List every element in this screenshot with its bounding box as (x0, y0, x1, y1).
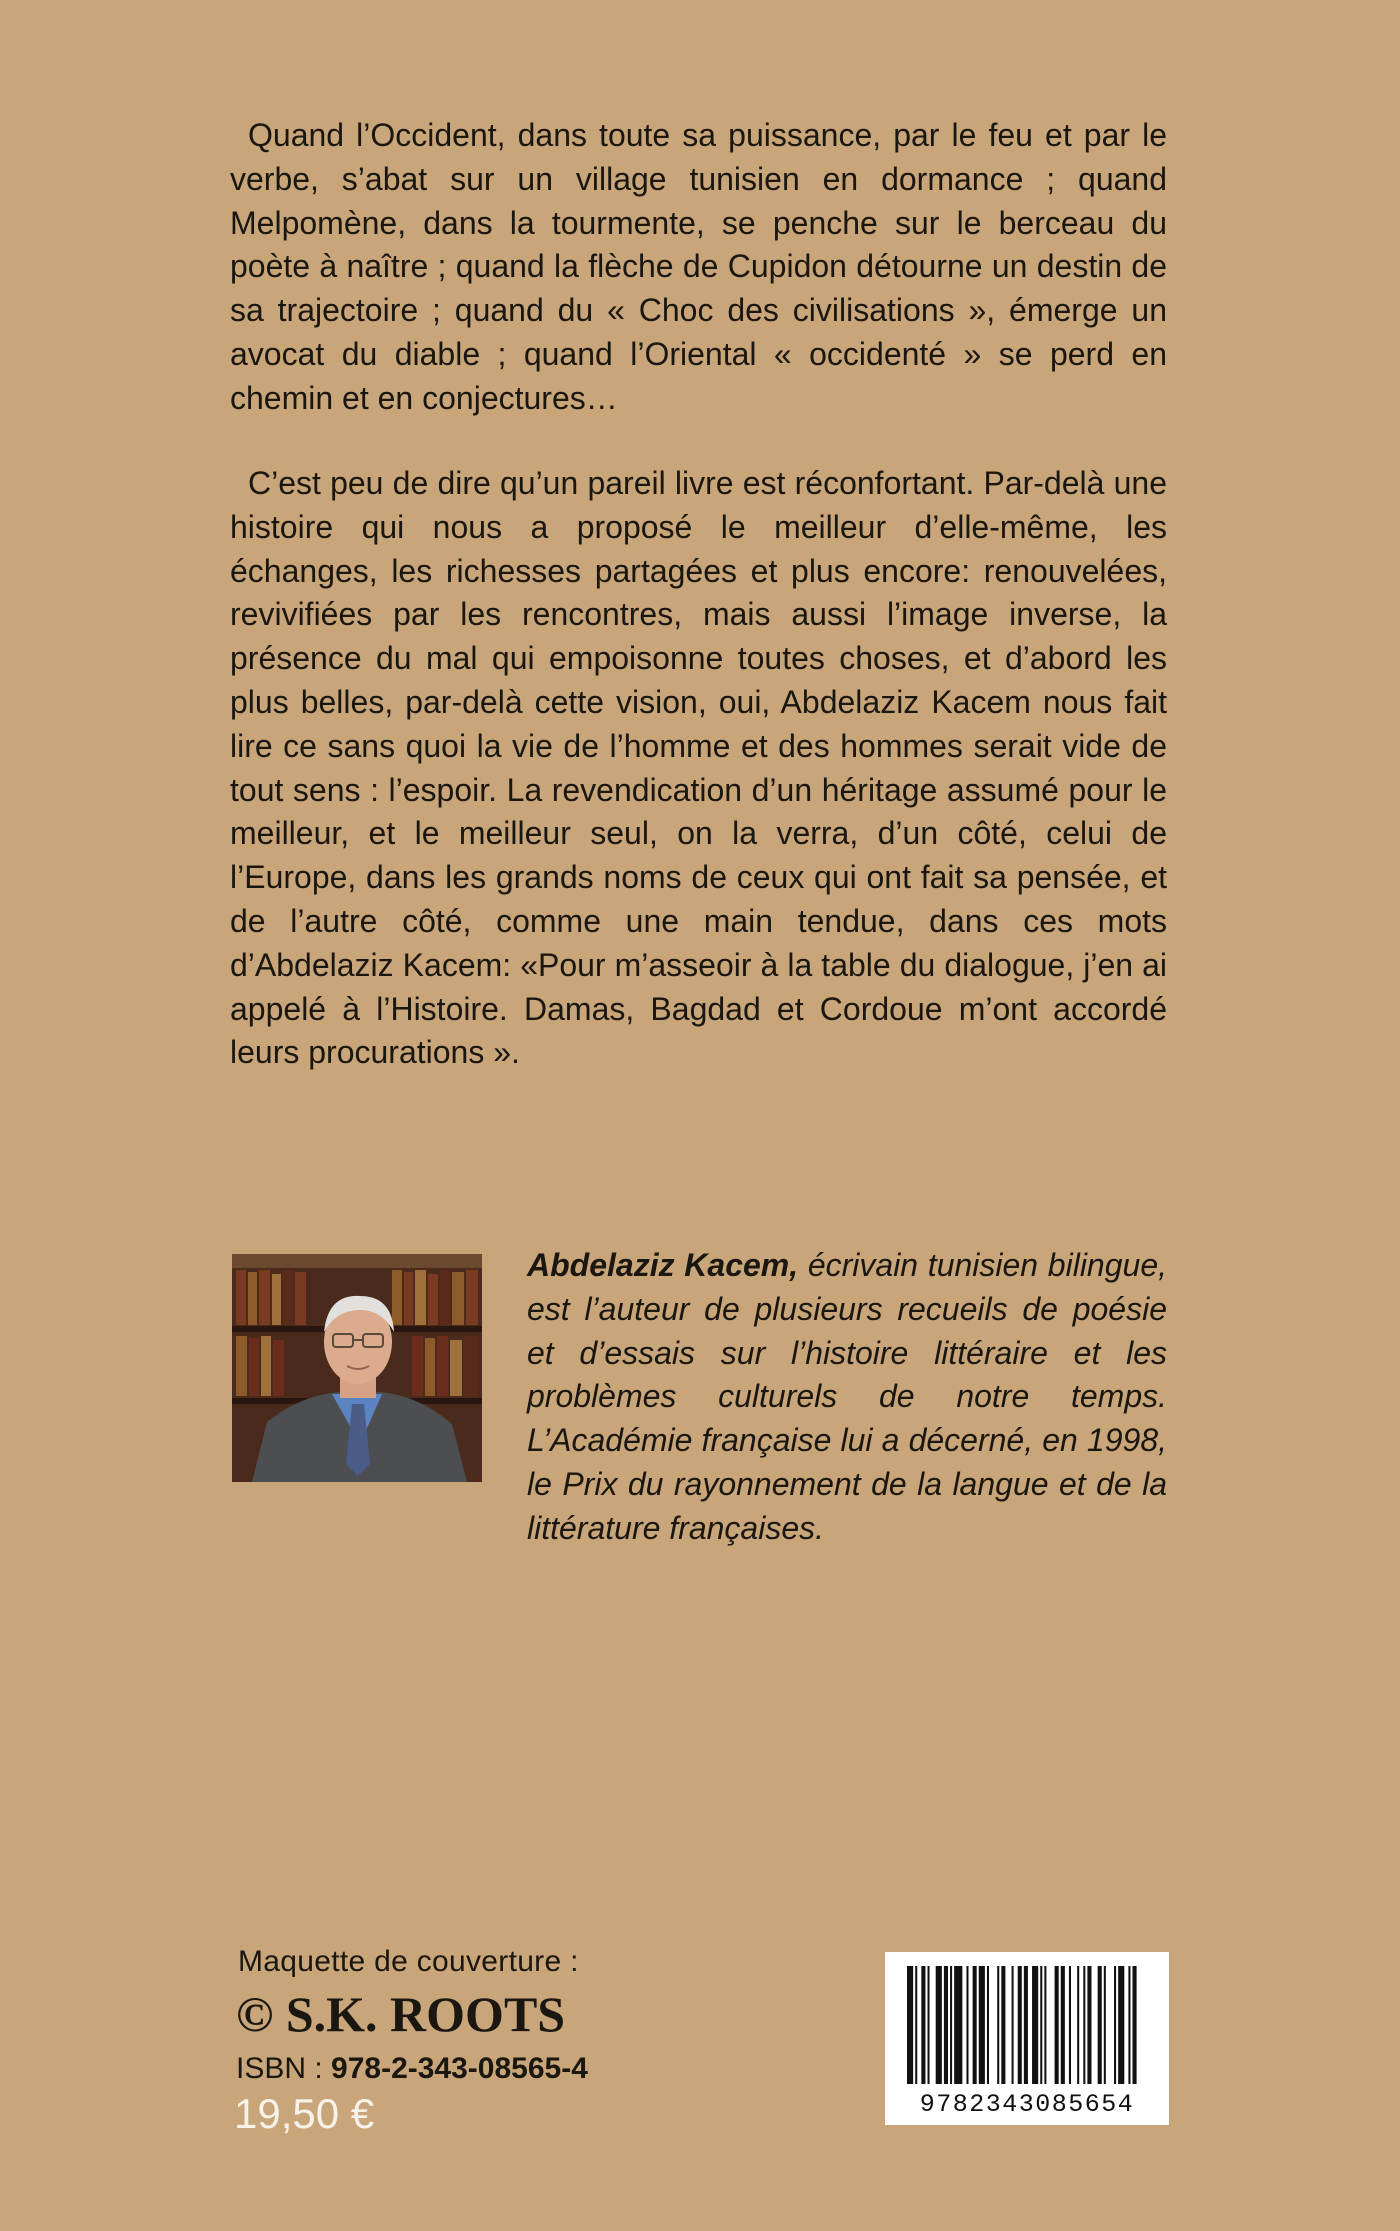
barcode-bar (915, 1966, 917, 2084)
barcode-bar (1098, 1966, 1102, 2084)
author-photo (232, 1254, 482, 1482)
barcode-bar (1040, 1966, 1042, 2084)
barcode-bar (1104, 1966, 1106, 2084)
barcode-bar (1044, 1966, 1046, 2084)
barcode-bar (973, 1966, 977, 2084)
barcode-bar (1118, 1966, 1124, 2084)
barcode-digits: 9782343085654 (919, 2090, 1135, 2119)
barcode-bar (1114, 1966, 1116, 2084)
barcode-bar (997, 1966, 999, 2084)
barcode-bar (950, 1966, 952, 2084)
author-bio-text: écrivain tunisien bilingue, est l’auteur de plusieurs recueils de poésie et d’essais sur l’histoire littéraire et les problèmes culturels de notre temps. L’Académie française lui a décerné, en 1998, le Prix du rayonnement de la langue et de la littérature françaises. (527, 1247, 1167, 1546)
summary-paragraph-1: Quand l’Occident, dans toute sa puissance, par le feu et par le verbe, s’abat sur un village tunisien en dormance ; quand Melpomène, dans la tourmente, se penche sur le berceau du poète à naître ; quand la flèche de Cupidon détourne un destin de sa trajectoire ; quand du « Choc des civilisations », émerge un avocat du diable ; quand l’Oriental « occidenté » se perd en chemin et en conjectures… (230, 117, 1167, 416)
author-name: Abdelaziz Kacem, (527, 1247, 799, 1283)
barcode-bar (928, 1966, 930, 2084)
barcode-bar (1024, 1966, 1028, 2084)
isbn-number: 978-2-343-08565-4 (331, 2052, 588, 2085)
barcode-bar (954, 1966, 962, 2084)
summary-paragraph-2: C’est peu de dire qu’un pareil livre est réconfortant. Par-delà une histoire qui nous a proposé le meilleur d’elle-même, les échanges, les richesses partagées et plus encore: renouvelées, revivifiées par les rencontres, mais aussi l’image inverse, la présence du mal qui empoisonne toutes choses, et d’abord les plus belles, par-delà cette vision, oui, Abdelaziz Kacem nous fait lire ce sans quoi la vie de l’homme et des hommes serait vide de tout sens : l’espoir. La revendication d’un héritage assumé pour le meilleur, et le meilleur seul, on la verra, d’un côté, celui de l’Europe, dans les grands noms de ceux qui ont fait sa pensée, et de l’autre côté, comme une main tendue, dans ces mots d’Abdelaziz Kacem: «Pour m’asseoir à la table du dialogue, j’en ai appelé à l’Histoire. Damas, Bagdad et Cordoue m’ont accordé leurs procurations ». (230, 465, 1167, 1071)
barcode-bar (979, 1966, 985, 2084)
barcode-bar (987, 1966, 989, 2084)
barcode-bar (966, 1966, 968, 2084)
barcode-bar (936, 1966, 942, 2084)
price: 19,50 € (234, 2090, 375, 2137)
barcode-bar (1061, 1966, 1065, 2084)
isbn-label: ISBN : (236, 2052, 332, 2085)
cover-design-credit: © S.K. ROOTS (236, 1986, 566, 2042)
barcode-bar (907, 1966, 913, 2084)
barcode-bar (1032, 1966, 1038, 2084)
barcode-bar (1069, 1966, 1071, 2084)
author-biography (527, 1244, 1167, 1551)
isbn (236, 2052, 588, 2086)
cover-design-label: Maquette de couverture : (238, 1945, 579, 1978)
barcode-bar (1083, 1966, 1085, 2084)
barcode-bar (1018, 1966, 1022, 2084)
barcode-bar (1077, 1966, 1079, 2084)
barcode-bar (921, 1966, 925, 2084)
barcode-bar (1055, 1966, 1059, 2084)
barcode-bar (1087, 1966, 1091, 2084)
barcode-bar (1128, 1966, 1130, 2084)
barcode-bar (1133, 1966, 1137, 2084)
barcode-bar (1012, 1966, 1014, 2084)
barcode-bar (944, 1966, 948, 2084)
barcode-bar (1001, 1966, 1005, 2084)
barcode (885, 1952, 1169, 2125)
